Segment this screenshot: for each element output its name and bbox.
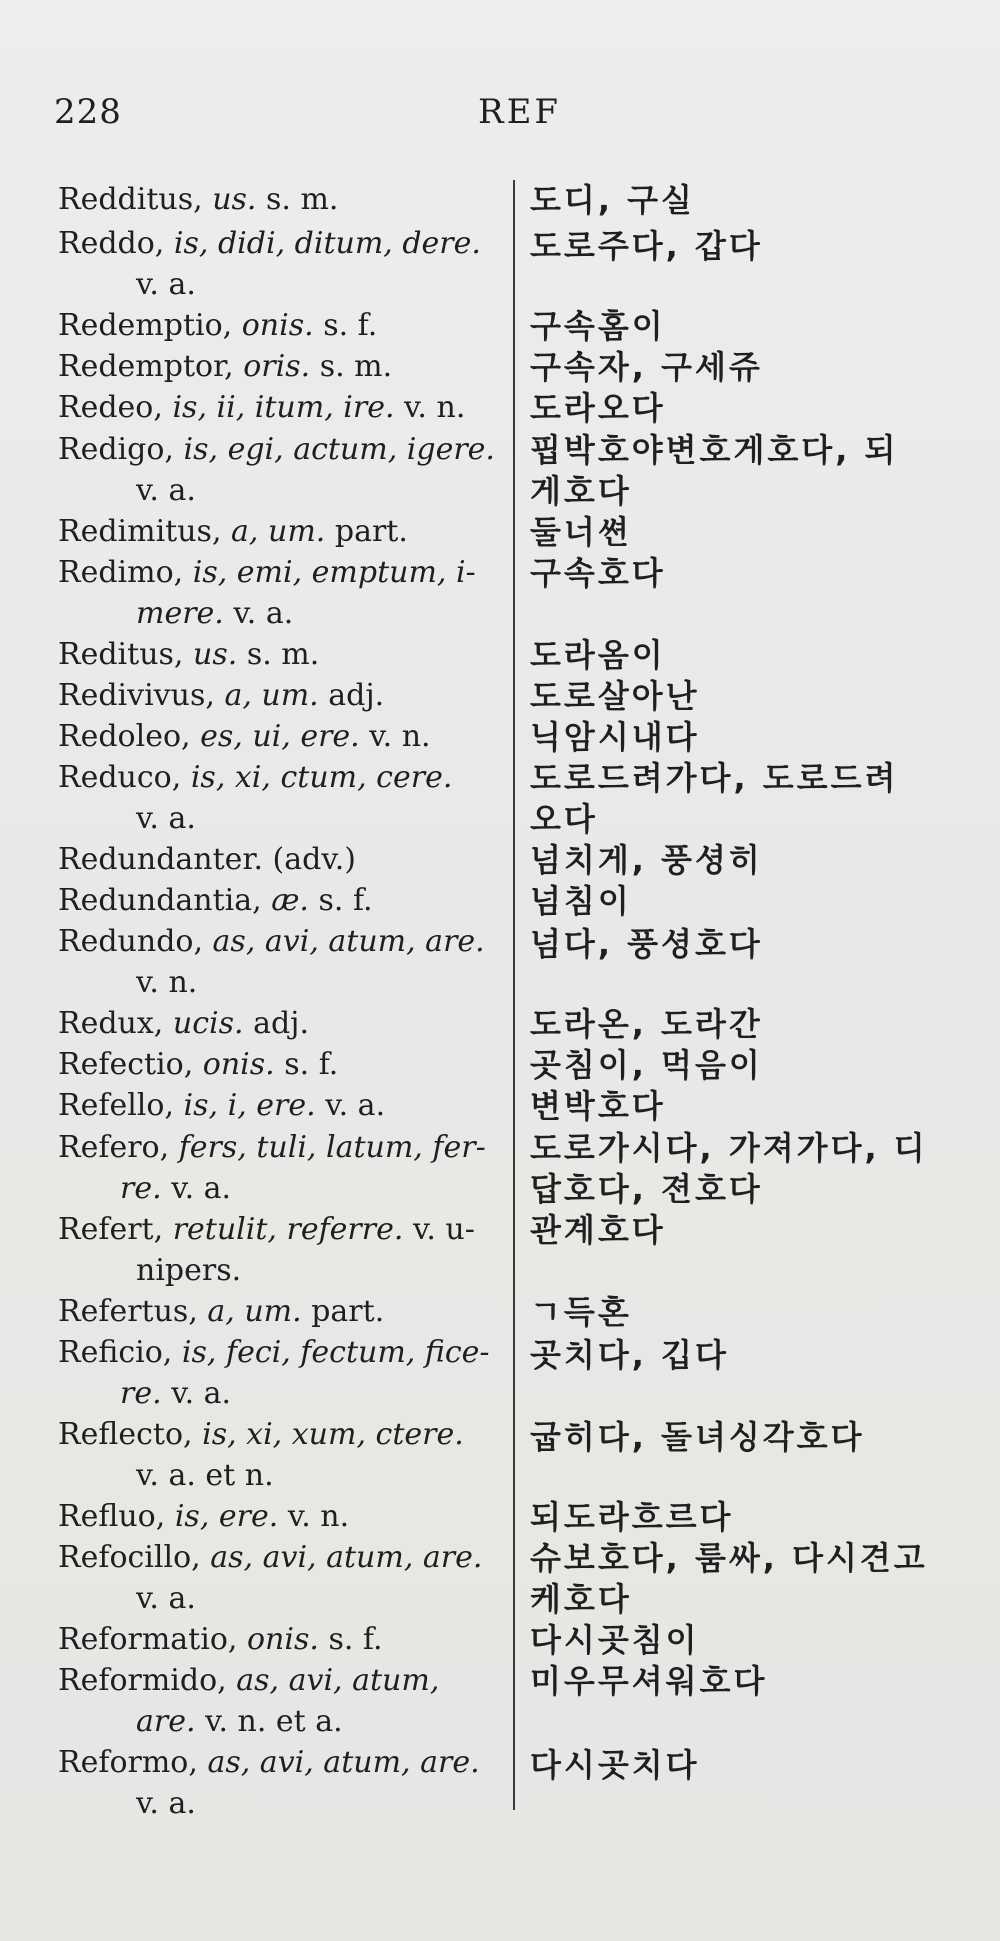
entry-korean: 구속호다 [530,554,666,592]
entry-latin-continuation: v. a. [136,267,196,302]
entry-latin-continuation: v. a. [136,1581,196,1616]
entry-latin-continuation: are. v. n. et a. [136,1704,343,1739]
entry-latin: Redimo, is, emi, emptum, i- [58,555,476,590]
entry-latin: Refertus, a, um. part. [58,1294,385,1329]
entry-korean: 구속홈이 [530,307,666,345]
entry-latin-continuation: v. n. [136,965,198,1000]
entry-latin-continuation: v. a. [136,473,196,508]
entry-korean: 도라온, 도라간 [530,1005,763,1043]
entry-korean: 넘다, 풍셩호다 [530,925,763,963]
entry-latin: Redemptio, onis. s. f. [58,308,378,343]
entry-latin: Redemptor, oris. s. m. [58,349,393,384]
entry-latin-continuation: re. v. a. [120,1376,232,1411]
entry-korean: 넘치게, 풍셩히 [530,841,763,879]
running-head: REF [478,92,562,132]
entry-latin-continuation: v. a. et n. [136,1458,274,1493]
entry-latin-continuation: re. v. a. [120,1171,232,1206]
entry-korean: 핍박호야변호게호다, 되 [530,431,899,469]
entry-latin: Redivivus, a, um. adj. [58,678,385,713]
entry-latin: Redimitus, a, um. part. [58,514,408,549]
entry-latin: Refocillo, as, avi, atum, are. [58,1540,483,1575]
page-number: 228 [54,92,122,132]
entry-korean: 도디, 구실 [530,181,695,219]
entry-latin: Refert, retulit, referre. v. u- [58,1212,475,1247]
entry-korean: 도로드려가다, 도로드려 [530,759,899,797]
entry-korean: 곳침이, 먹음이 [530,1046,763,1084]
entry-latin: Redundanter. (adv.) [58,842,356,877]
entry-korean: 변박호다 [530,1087,666,1125]
entry-latin: Reformido, as, avi, atum, [58,1663,440,1698]
entry-latin: Refello, is, i, ere. v. a. [58,1088,386,1123]
entry-korean-continuation: 답호다, 젼호다 [530,1170,763,1208]
entry-korean: 다시곳침이 [530,1621,700,1659]
entry-korean: 닉암시내다 [530,718,700,756]
entry-korean: 도로주다, 갑다 [530,227,763,265]
entry-latin: Redigo, is, egi, actum, igere. [58,432,495,467]
entry-latin: Redeo, is, ii, itum, ire. v. n. [58,390,466,425]
entry-korean-continuation: 오다 [530,800,598,838]
entry-latin-continuation: mere. v. a. [136,596,294,631]
entry-latin-continuation: nipers. [136,1253,242,1288]
entry-korean: 도라옴이 [530,636,666,674]
page-header [0,92,1000,142]
entry-korean: 되도라흐르다 [530,1498,734,1536]
entry-korean: 도라오다 [530,389,666,427]
entry-korean: 관계호다 [530,1211,666,1249]
entry-latin: Reddo, is, didi, ditum, dere. [58,226,481,261]
entry-korean: 도로가시다, 가져가다, 디 [530,1129,928,1167]
entry-latin-continuation: v. a. [136,1786,196,1821]
entry-korean: 둘너쎤 [530,513,632,551]
entry-korean: 구속자, 구세쥬 [530,348,763,386]
entry-korean: 굽히다, 돌녀싱각호다 [530,1418,865,1456]
column-divider [513,180,515,1810]
entry-korean: 다시곳치다 [530,1746,700,1784]
entry-korean: 넘침이 [530,882,632,920]
entry-latin: Reflecto, is, xi, xum, ctere. [58,1417,464,1452]
entry-korean: 미우무셔워호다 [530,1662,768,1700]
entry-latin: Reformo, as, avi, atum, are. [58,1745,480,1780]
entry-latin: Refero, fers, tuli, latum, fer- [58,1130,486,1165]
entry-korean: 슈보호다, 룸싸, 다시견고 [530,1539,928,1577]
entry-latin: Reformatio, onis. s. f. [58,1622,383,1657]
entry-korean: ㄱ득혼 [530,1293,632,1331]
entry-korean: 도로살아난 [530,677,700,715]
entry-latin: Refluo, is, ere. v. n. [58,1499,350,1534]
entry-latin: Reficio, is, feci, fectum, fice- [58,1335,490,1370]
entry-korean: 곳치다, 깁다 [530,1336,729,1374]
entry-latin: Redux, ucis. adj. [58,1006,310,1041]
entry-korean-continuation: 케호다 [530,1580,632,1618]
entry-latin: Refectio, onis. s. f. [58,1047,339,1082]
entry-latin-continuation: v. a. [136,801,196,836]
entry-latin: Redundantia, æ. s. f. [58,883,373,918]
entry-latin: Redundo, as, avi, atum, are. [58,924,485,959]
entry-latin: Redditus, us. s. m. [58,182,339,217]
entry-korean-continuation: 게호다 [530,472,632,510]
entry-latin: Reduco, is, xi, ctum, cere. [58,760,453,795]
entry-latin: Redoleo, es, ui, ere. v. n. [58,719,431,754]
entry-latin: Reditus, us. s. m. [58,637,320,672]
